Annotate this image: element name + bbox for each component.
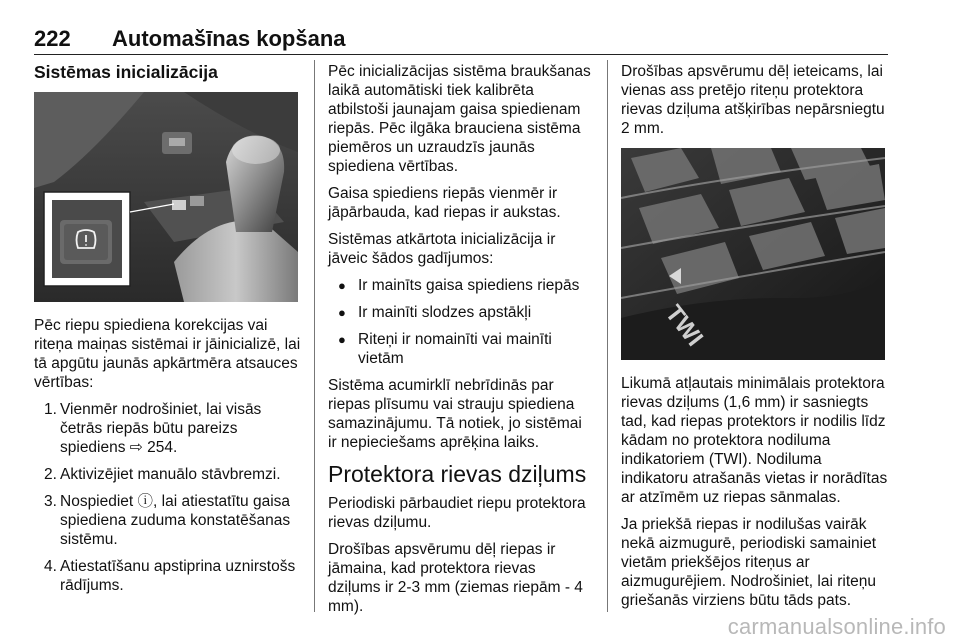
reinit-intro-paragraph: Sistēmas atkārtota inicializācija ir jāveic šādos gadījumos: [328, 231, 556, 267]
section-title-tread-depth: Protektora rievas dziļums [328, 461, 587, 487]
column-2 [328, 62, 592, 624]
list-item: 3. Nospiediet ⓘ, lai atiestatītu gaisa spiediena zuduma konstatēšanas sistēmu. [44, 493, 291, 548]
list-item: ● Ir mainīts gaisa spiediens riepās [328, 276, 592, 295]
page-number: 222 [34, 26, 71, 51]
calibration-paragraph: Pēc inicializācijas sistēma braukšanas laikā automātiski tiek kalibrēta atbilstoši jaunajam gaisa spiedienam riepās. Pēc ilgāka brauciena sistēma piemēros un uzraudzīs jaunās spiediena vērtības. [328, 63, 591, 175]
rotation-paragraph: Ja priekšā riepas ir nodilušas vairāk nekā aizmugurē, periodiski samainiet vietām priekšējos riteņus ar aizmugurējiem. Nodrošiniet, lai riteņu griešanās virziens būtu tāds pats. [621, 516, 877, 609]
console-button-photo [34, 92, 298, 302]
tread-check-paragraph: Periodiski pārbaudiet riepu protektora rievas dziļumu. [328, 495, 586, 531]
axle-difference-paragraph: Drošības apsvērumu dēļ ieteicams, lai vienas ass pretējo riteņu protektora rievas dziļuma atšķirības nepārsniegtu 2 mm. [621, 63, 885, 137]
init-intro-text: Pēc riepu spiediena korekcijas vai riteņa maiņas sistēmai ir jāinicializē, lai tā apgūtu jaunās apkārtmēra atsauces vērtības: [34, 317, 301, 391]
list-item: 2. Aktivizējiet manuālo stāvbremzi. [44, 466, 281, 483]
cold-tyre-paragraph: Gaisa spiediens riepās vienmēr ir jāpārbauda, kad riepas ir aukstas. [328, 185, 561, 221]
init-steps-list [34, 400, 302, 595]
minimum-depth-paragraph: Likumā atļautais minimālais protektora rievas dziļums (1,6 mm) ir sasniegts tad, kad riepas protektors ir nodilis līdz kādam no protektora nodiluma indikatoriem (TWI). Nodiluma indikatoru atrašanās vietas ir norādītas ar atzīmēm uz riepas sānmalas. [621, 375, 888, 506]
tire-tread-photo [621, 148, 885, 360]
tread-replace-paragraph: Drošības apsvērumu dēļ riepas ir jāmaina, kad protektora rievas dziļums ir 2-3 mm (ziemas riepām - 4 mm). [328, 541, 583, 615]
list-item: 4. Atiestatīšanu apstiprina uznirstošs rādījums. [44, 558, 296, 594]
header-rule [34, 54, 888, 55]
column-divider-2 [607, 60, 608, 612]
twi-marking: TWI [659, 300, 709, 352]
column-3 [621, 62, 891, 618]
list-item: 1. Vienmēr nodrošiniet, lai visās četrās riepās būtu pareizs spiediens ⇨ 254. [44, 401, 262, 456]
page-header [34, 26, 888, 56]
section-title-system-init: Sistēmas inicializācija [34, 62, 218, 82]
list-item: ● Riteņi ir nomainīti vai mainīti vietām [328, 330, 592, 368]
chapter-title: Automašīnas kopšana [112, 26, 346, 51]
watermark-text: carmanualsonline.info [727, 614, 946, 639]
column-divider-1 [314, 60, 315, 612]
list-item: ● Ir mainīti slodzes apstākļi [328, 303, 592, 322]
reinit-cases-list [328, 276, 592, 368]
warning-paragraph: Sistēma acumirklī nebrīdinās par riepas plīsumu vai strauju spiediena samazinājumu. Tā notiek, jo sistēmai ir nepieciešams aprēķina laiks. [328, 377, 582, 451]
column-1 [34, 62, 302, 603]
